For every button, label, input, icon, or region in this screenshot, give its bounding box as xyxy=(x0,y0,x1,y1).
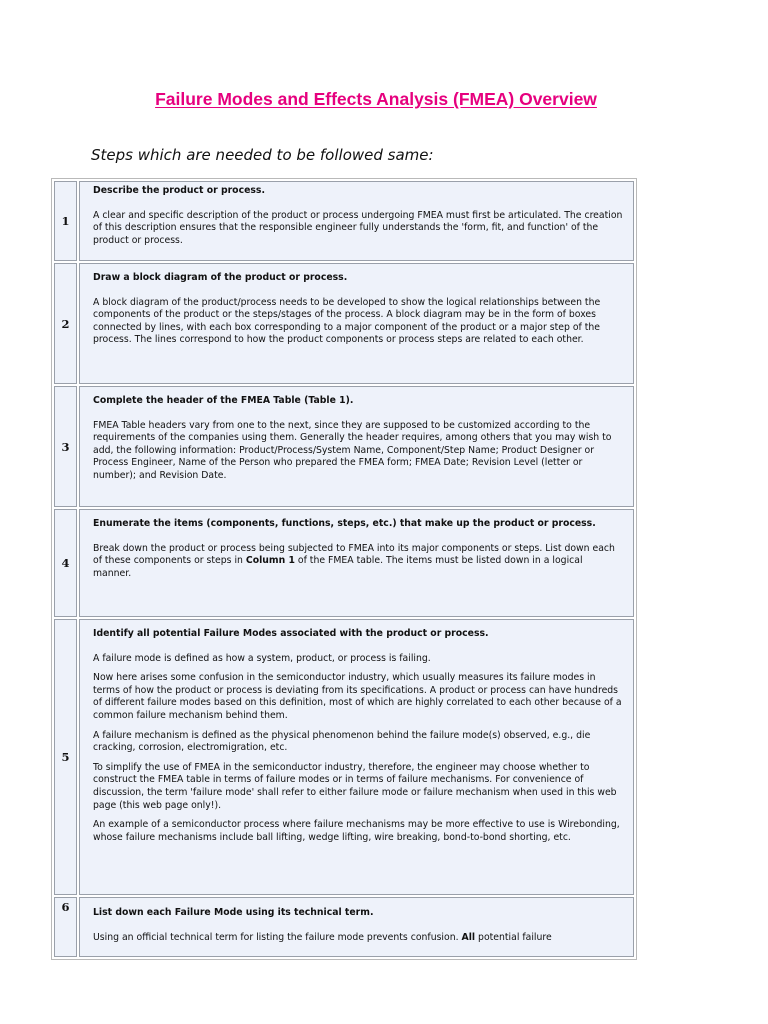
table-row xyxy=(54,619,634,895)
step-number: 4 xyxy=(54,509,77,617)
table-row xyxy=(54,386,634,507)
step-paragraph: To simplify the use of FMEA in the semiconductor industry, therefore, the engineer may choose whether to construct the FMEA table in terms of failure modes or in terms of failure mechanisms. For convenience of discussion, the term 'failure mode' shall refer to either failure mode or failure mechanism when used in this web page (this web page only!). xyxy=(93,761,617,811)
page-title: Failure Modes and Effects Analysis (FMEA) Overview xyxy=(155,89,597,109)
step-content xyxy=(79,386,634,507)
emphasis-text: All xyxy=(461,931,476,943)
step-content xyxy=(79,181,634,261)
step-paragraph xyxy=(93,543,623,581)
table-row xyxy=(54,263,634,384)
step-content xyxy=(79,897,634,957)
step-paragraph: A clear and specific description of the product or process undergoing FMEA must first be articulated. The creation of this description ensures that the responsible engineer fully understands the 'form, fit, and function' of the product or process. xyxy=(93,209,623,246)
step-paragraph: A block diagram of the product/process needs to be developed to show the logical relationships between the components of the product or the steps/stages of the process. A block diagram may be in the form of boxes connected by lines, with each box corresponding to a major component of the product or a major step of the process. The lines correspond to how the product components or process steps are related to each other. xyxy=(93,296,601,346)
step-heading: Describe the product or process. xyxy=(93,185,265,196)
column-reference: Column 1 xyxy=(245,555,295,567)
step-content xyxy=(79,509,634,617)
step-number: 6 xyxy=(54,897,77,957)
step-heading: List down each Failure Mode using its technical term. xyxy=(93,907,374,918)
table-row xyxy=(54,509,634,617)
step-paragraph: An example of a semiconductor process where failure mechanisms may be more effective to use is Wirebonding, whose failure mechanisms include ball lifting, wedge lifting, wire breaking, bond-to-bond shorting, etc. xyxy=(93,819,620,843)
step-paragraph: A failure mode is defined as how a system, product, or process is failing. xyxy=(93,652,431,664)
step-paragraph xyxy=(93,932,623,945)
step-number: 2 xyxy=(54,263,77,384)
step-content xyxy=(79,619,634,895)
step-number: 5 xyxy=(54,619,77,895)
step-paragraph: Now here arises some confusion in the semiconductor industry, which usually measures its failure modes in terms of how the product or process is deviating from its specifications. A product or process can have hundreds of different failure modes based on this definition, most of which are highly correlated to each other because of a common failure mechanism behind them. xyxy=(93,672,622,721)
step-heading: Identify all potential Failure Modes associated with the product or process. xyxy=(93,628,489,639)
page-subtitle: Steps which are needed to be followed same: xyxy=(91,146,434,164)
step-number: 3 xyxy=(54,386,77,507)
step-heading: Complete the header of the FMEA Table (Table 1). xyxy=(93,395,354,406)
table-row xyxy=(54,181,634,261)
step-heading: Draw a block diagram of the product or process. xyxy=(93,272,348,283)
paragraph-text: Using an official technical term for listing the failure mode prevents confusion. xyxy=(93,931,462,943)
steps-table xyxy=(51,178,637,960)
table-row xyxy=(54,897,634,957)
step-heading: Enumerate the items (components, functions, steps, etc.) that make up the product or process. xyxy=(93,518,596,529)
paragraph-text: Break down the product or process being subjected to FMEA into its major components or steps. List down each of these components or steps in xyxy=(93,542,615,567)
step-number: 1 xyxy=(54,181,77,261)
step-paragraph: A failure mechanism is defined as the physical phenomenon behind the failure mode(s) observed, e.g., die cracking, corrosion, electromigration, etc. xyxy=(93,729,591,754)
step-paragraph: FMEA Table headers vary from one to the next, since they are supposed to be customized according to the requirements of the companies using them. Generally the header requires, among others that you may wish to add, the following information: Product/Process/System Name, Component/Step Name; Product Designer or Process Engineer, Name of the Person who prepared the FMEA form; FMEA Date; Revision Level (letter or number); and Revision Date. xyxy=(93,419,612,481)
paragraph-text: potential failure xyxy=(475,931,552,943)
paragraph-text: of the FMEA table. The items must be listed down in a logical manner. xyxy=(93,555,583,579)
step-content xyxy=(79,263,634,384)
